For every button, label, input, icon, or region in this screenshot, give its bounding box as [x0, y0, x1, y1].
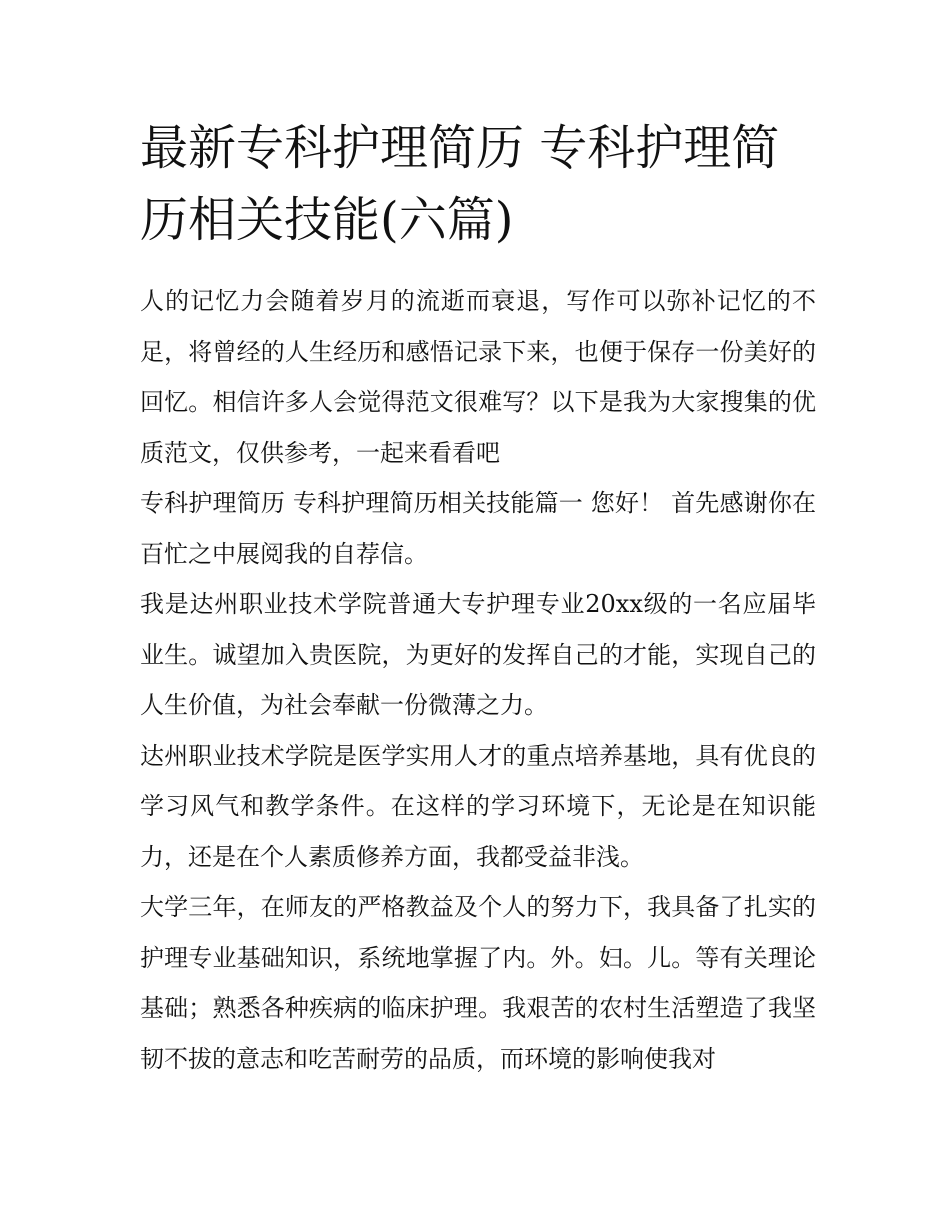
paragraph-study: 大学三年，在师友的严格教益及个人的努力下，我具备了扎实的护理专业基础知识，系统地掌握了内。外。妇。儿。等有关理论基础；熟悉各种疾病的临床护理。我艰苦的农村生活塑造了我坚韧不拔的意志和吃苦耐劳的品质，而环境的影响使我对 — [140, 893, 816, 1073]
document-title: 最新专科护理简历 专科护理简历相关技能(六篇) — [140, 120, 780, 248]
paragraph-school: 达州职业技术学院是医学实用人才的重点培养基地，具有优良的学习风气和教学条件。在这样的学习环境下，无论是在知识能力，还是在个人素质修养方面，我都受益非浅。 — [140, 741, 816, 871]
document-page — [140, 112, 816, 1084]
paragraph-greeting: 专科护理简历 专科护理简历相关技能篇一 您好！ 首先感谢你在百忙之中展阅我的自荐信。 — [140, 489, 816, 568]
paragraph-self-introduction: 我是达州职业技术学院普通大专护理专业20xx级的一名应届毕业生。诚望加入贵医院，为更好的发挥自己的才能，实现自己的人生价值，为社会奉献一份微薄之力。 — [140, 590, 816, 719]
paragraph-intro: 人的记忆力会随着岁月的流逝而衰退，写作可以弥补记忆的不足，将曾经的人生经历和感悟记录下来，也便于保存一份美好的回忆。相信许多人会觉得范文很难写？以下是我为大家搜集的优质范文，仅供参考，一起来看看吧 — [140, 287, 816, 467]
